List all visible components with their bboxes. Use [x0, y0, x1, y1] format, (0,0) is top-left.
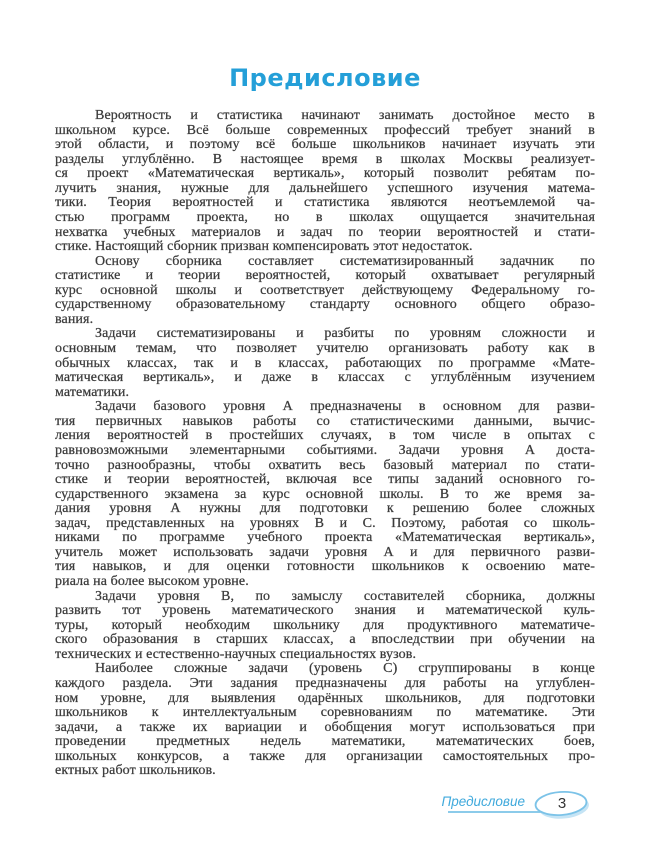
paragraph-line: никами по программе учебного проекта «Математическая вертикаль», [55, 530, 595, 546]
paragraph-line: тия первичных навыков работы со статистическими данными, вычис- [55, 413, 595, 429]
paragraph-line: каждого раздела. Эти задания предназначены для работы на углублен- [55, 675, 595, 691]
page-title: Предисловие [229, 64, 421, 92]
paragraph-line: Задачи уровня В, по замыслу составителей сборника, должны [95, 588, 595, 604]
paragraph-line: Задачи систематизированы и разбиты по уровням сложности и [95, 326, 595, 342]
paragraph-line: нехватка учебных материалов и задач по теории вероятностей и стати- [55, 224, 595, 240]
page-footer [55, 788, 595, 830]
body-text [55, 109, 595, 779]
paragraph-line: туры, который необходим школьнику для продуктивного математиче- [55, 617, 595, 633]
footer-rule [448, 811, 546, 813]
paragraph-line: школьных конкурсов, а также для организации самостоятельных про- [55, 748, 595, 764]
paragraph-line: школьном курсе. Всё больше современных профессий требует знаний в [55, 122, 595, 138]
paragraph-line: стике. Настоящий сборник призван компенсировать этот недостаток. [55, 239, 473, 255]
paragraph-line: задачи, а также их вариации и обобщения могут использоваться при [55, 719, 595, 735]
paragraph-line: дания уровня А нужны для подготовки к решению более сложных [55, 501, 595, 517]
paragraph-line: этой области, и поэтому всё больше школьников начинает изучать эти [55, 137, 595, 153]
paragraph-line: обычных классах, так и в классах, работающих по программе «Мате- [55, 355, 595, 371]
paragraph-line: ления вероятностей в простейших случаях, в том числе в опытах с [55, 428, 595, 444]
footer-section-label: Предисловие [441, 794, 525, 809]
paragraph-line: ся проект «Математическая вертикаль», который позволит ребятам по- [55, 166, 595, 182]
paragraph-line: ном уровне, для выявления одарённых школьников, для подготовки [55, 690, 595, 706]
paragraph-line: школьников к интеллектуальным соревнованиям по математике. Эти [55, 705, 595, 721]
paragraph-line: тики. Теория вероятностей и статистика являются неотъемлемой ча- [55, 195, 595, 211]
paragraph-line: Наиболее сложные задачи (уровень С) сгруппированы в конце [95, 661, 595, 677]
paragraph-line: лучить знания, нужные для дальнейшего успешного изучения матема- [55, 180, 595, 196]
paragraph-line: основным темам, что позволяет учителю организовать работу как в [55, 341, 595, 356]
paragraph-line: ского образования в старших классах, а впоследствии при обучении на [55, 632, 595, 648]
paragraph-line: тия навыков, и для оценки готовности школьников к освоению мате- [55, 559, 595, 575]
paragraph-line: курс основной школы и соответствует действующему Федеральному го- [55, 282, 595, 298]
paragraph-line: математики. [55, 384, 130, 400]
paragraph-line: статистике и теории вероятностей, который охватывает регулярный [55, 268, 595, 284]
paragraph-line: равновозможными элементарными событиями. Задачи уровня А доста- [55, 442, 595, 458]
paragraph-line: проведении предметных недель математики, математических боев, [55, 734, 595, 750]
paragraph-line: точно разнообразны, чтобы охватить весь базовый материал по стати- [55, 457, 595, 473]
paragraph-line: разделы углублённо. В настоящее время в школах Москвы реализует- [55, 151, 595, 167]
paragraph-line: ектных работ школьников. [55, 763, 216, 779]
paragraph-line: Вероятность и статистика начинают занимать достойное место в [95, 108, 595, 123]
paragraph-line: Задачи базового уровня А предназначены в основном для разви- [95, 399, 595, 415]
paragraph-line: сударственному образовательному стандарту основного общего образо- [55, 297, 595, 313]
paragraph-line: стью программ проекта, но в школах ощущается значительная [55, 209, 595, 225]
paragraph-line: учитель может использовать задачи уровня А и для первичного разви- [55, 544, 595, 560]
paragraph-line: стике и теории вероятностей, включая все типы заданий основного го- [55, 472, 595, 488]
paragraph-line: развить тот уровень математического знания и математической куль- [55, 603, 595, 619]
paragraph-line: вания. [55, 311, 94, 327]
paragraph-line: риала на более высоком уровне. [55, 574, 249, 589]
paragraph-line: матическая вертикаль», и даже в классах с углублённым изучением [55, 370, 595, 386]
paragraph-line: сударственного экзамена за курс основной школы. В то же время за- [55, 486, 595, 502]
page-number: 3 [557, 794, 567, 812]
paragraph-line: задач, представленных на уровнях В и С. Поэтому, работая со школь- [55, 515, 595, 531]
paragraph-line: Основу сборника составляет систематизированный задачник по [95, 253, 595, 269]
paragraph-line: технических и естественно-научных специальностях вузов. [55, 646, 417, 662]
